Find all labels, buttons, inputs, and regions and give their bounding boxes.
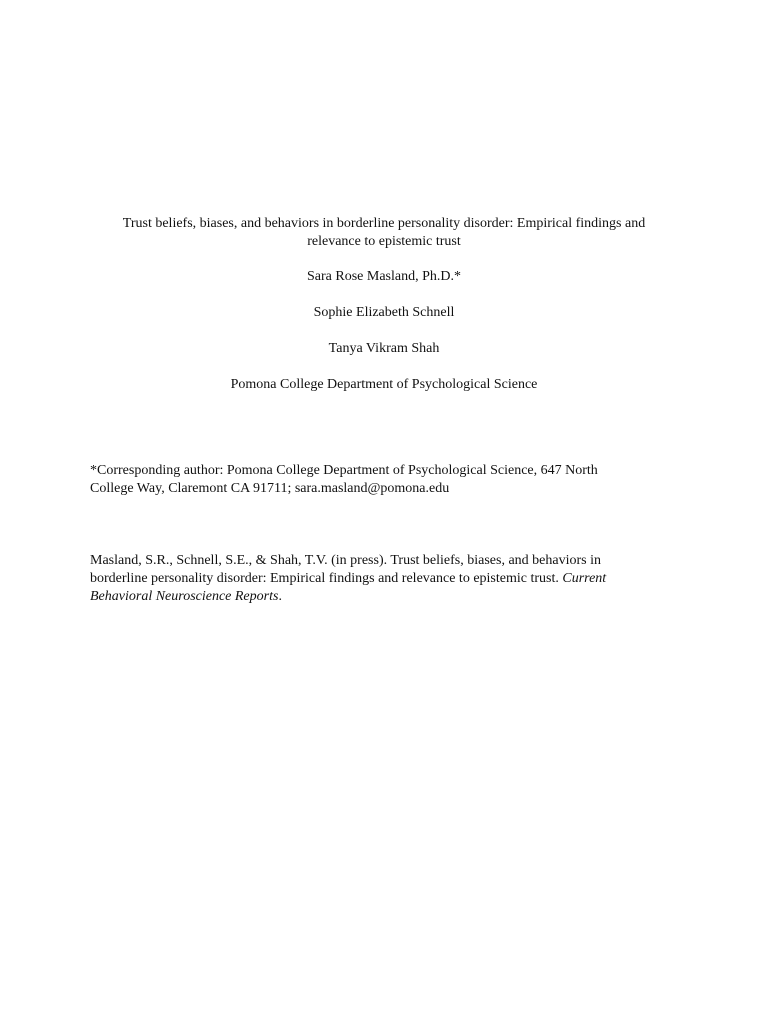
author-2: Sophie Elizabeth Schnell	[313, 305, 455, 320]
citation-line-1: Masland, S.R., Schnell, S.E., & Shah, T.V. (in press). Trust beliefs, biases, and behaviors in	[90, 553, 601, 568]
citation-line-3	[90, 588, 680, 606]
paper-title-line-2: relevance to epistemic trust	[307, 234, 461, 249]
citation	[90, 552, 680, 606]
paper-title-line-1: Trust beliefs, biases, and behaviors in borderline personality disorder: Empirical findings and	[122, 216, 646, 231]
citation-line-2-text: borderline personality disorder: Empirical findings and relevance to epistemic trust.	[90, 571, 563, 586]
citation-end-period: .	[278, 589, 282, 604]
citation-line-2	[90, 570, 680, 588]
author-3: Tanya Vikram Shah	[328, 341, 440, 356]
journal-name-part-2: Behavioral Neuroscience Reports	[90, 589, 279, 604]
author-1: Sara Rose Masland, Ph.D.*	[307, 269, 461, 284]
paper-title	[0, 215, 768, 251]
corresponding-author-line-2: College Way, Claremont CA 91711; sara.masland@pomona.edu	[90, 481, 450, 496]
affiliation: Pomona College Department of Psychological Science	[230, 377, 538, 392]
corresponding-author-line-1: *Corresponding author: Pomona College Department of Psychological Science, 647 North	[90, 463, 598, 478]
journal-name-part-1: Current	[562, 571, 607, 586]
corresponding-author-note	[90, 462, 680, 498]
